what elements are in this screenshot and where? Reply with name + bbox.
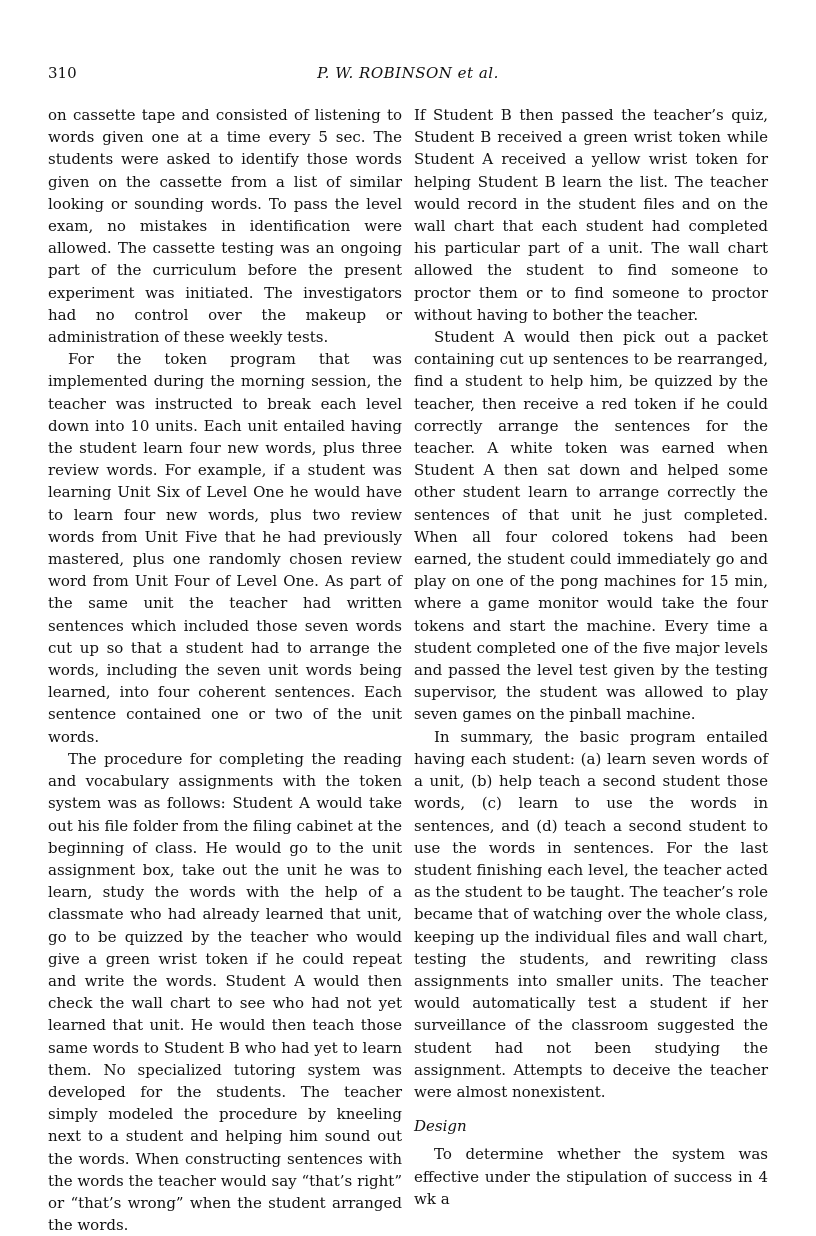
page-header (48, 64, 768, 88)
left-column (48, 104, 402, 1236)
paragraph: To determine whether the system was effective under the stipulation of success in 4 wk a (414, 1145, 768, 1208)
section-heading-design: Design (414, 1117, 467, 1136)
paragraph: Student A would then pick out a packet containing cut up sentences to be rearranged, find a student to help him, be quizzed by the teacher, then receive a red token if he could correctly arrange the sentences for the teacher. A white token was earned when Student A then sat down and helped some other student learn to arrange correctly the sentences of that unit he just completed. When all four colored tokens had been earned, the student could immediately go and play on one of the pong machines for 15 min, where a game monitor would take the four tokens and start the machine. Every time a student completed one of the five major levels and passed the level test given by the testing supervisor, the student was allowed to play seven games on the pinball machine. (414, 328, 768, 724)
paragraph: on cassette tape and consisted of listening to words given one at a time every 5 sec. The students were asked to identify those words given on the cassette from a list of similar looking or sounding words. To pass the level exam, no mistakes in identification were allowed. The cassette testing was an ongoing part of the curriculum before the present experiment was initiated. The investigators had no control over the makeup or administration of these weekly tests. (48, 106, 402, 347)
paragraph: In summary, the basic program entailed having each student: (a) learn seven words of a unit, (b) help teach a second student those words, (c) learn to use the words in sentences, and (d) teach a second student to use the words in sentences. For the last student finishing each level, the teacher acted as the student to be taught. The teacher’s role became that of watching over the whole class, keeping up the individual files and wall chart, testing the students, and rewriting class assignments into smaller units. The teacher would automatically test a student if her surveillance of the classroom suggested the student had not been studying the assignment. Attempts to deceive the teacher were almost nonexistent. (414, 727, 768, 1101)
right-column (414, 104, 768, 1210)
running-head: P. W. ROBINSON et al. (317, 64, 499, 82)
paragraph: The procedure for completing the reading and vocabulary assignments with the token system was as follows: Student A would take out his file folder from the filing cabinet at the beginning of class. He would go to the unit assignment box, take out the unit he was to learn, study the words with the help of a classmate who had already learned that unit, go to be quizzed by the teacher who would give a green wrist token if he could repeat and write the words. Student A would then check the wall chart to see who had not yet learned that unit. He would then teach those same words to Student B who had yet to learn them. No specialized tutoring system was developed for the students. The teacher simply modeled the procedure by kneeling next to a student and helping him sound out the words. When constructing sentences with the words the teacher would say “that’s right” or “that’s wrong” when the student arranged the words. (48, 749, 402, 1235)
paragraph: If Student B then passed the teacher’s quiz, Student B received a green wrist token while Student A received a yellow wrist token for helping Student B learn the list. The teacher would record in the student files and on the wall chart that each student had completed his particular part of a unit. The wall chart allowed the student to find someone to proctor them or to find someone to proctor without having to bother the teacher. (414, 106, 768, 324)
page-number: 310 (48, 64, 77, 82)
paragraph: For the token program that was implemented during the morning session, the teacher was instructed to break each level down into 10 units. Each unit entailed having the student learn four new words, plus three review words. For example, if a student was learning Unit Six of Level One he would have to learn four new words, plus two review words from Unit Five that he had previously mastered, plus one randomly chosen review word from Unit Four of Level One. As part of the same unit the teacher had written sentences which included those seven words cut up so that a student had to arrange the words, including the seven unit words being learned, into four coherent sentences. Each sentence contained one or two of the unit words. (48, 350, 402, 746)
